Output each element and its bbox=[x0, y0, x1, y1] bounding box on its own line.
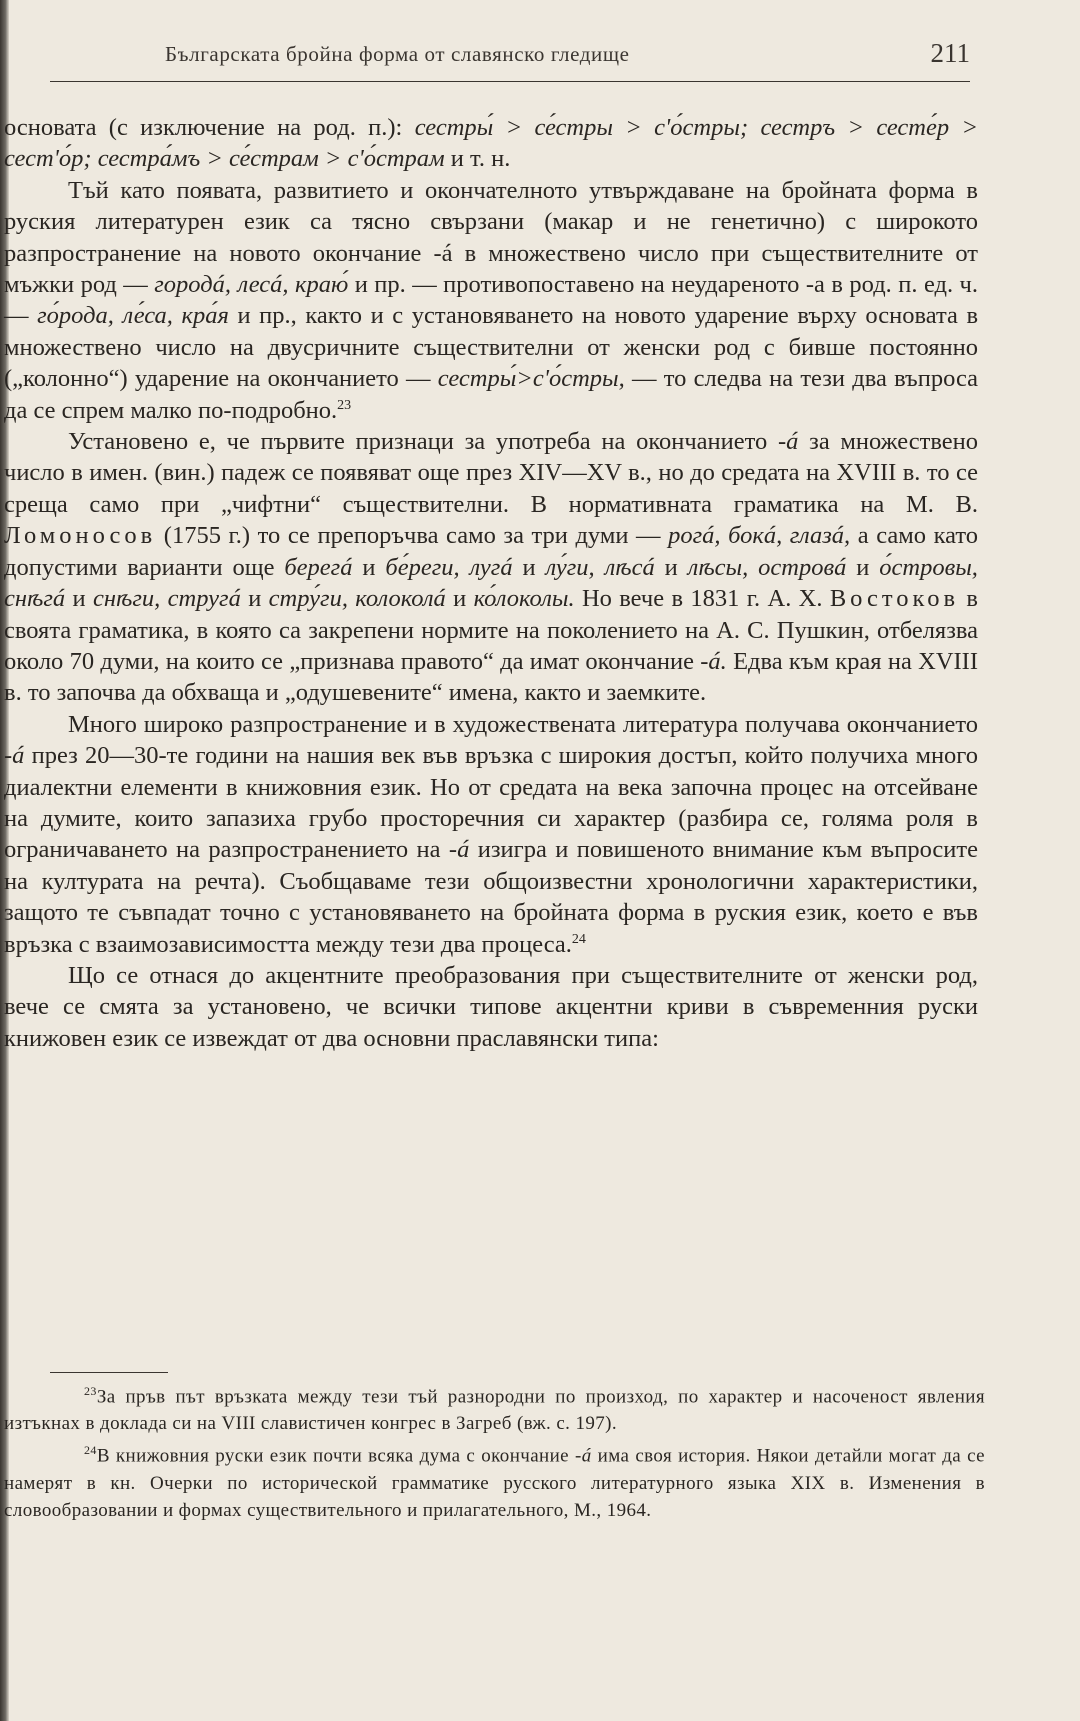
italic-text: снѣги, стругá bbox=[93, 585, 241, 613]
italic-text: лѣсы, островá bbox=[687, 553, 847, 581]
text-run: (1755 г.) то се препоръчва само за три думи — bbox=[156, 522, 669, 550]
footnote-ref: 24 bbox=[571, 931, 586, 947]
text-run: и bbox=[512, 553, 546, 581]
text-run: Много широко разпространение и в художествената литература получава окончанието bbox=[68, 710, 978, 738]
text-run: и т. н. bbox=[444, 145, 511, 173]
spaced-name: Востоков bbox=[829, 585, 960, 613]
italic-text: -á bbox=[4, 742, 25, 770]
text-run: и bbox=[846, 553, 880, 581]
text-run: Що се отнася до акцентните преобразования при съществителните от женски род, вече се смята за установено, че всички типове акцентни криви в съвременния руски книжовен език се извеждат от два основни праславянски типа: bbox=[4, 961, 978, 1052]
italic-text: стру́ги, колоколá bbox=[268, 585, 446, 613]
paragraph bbox=[0, 709, 978, 960]
text-run: Едва към края на XVIII в. то започва да обхваща и „одушевените“ имена, както и заемките. bbox=[4, 647, 978, 707]
paragraph bbox=[0, 960, 978, 1054]
text-run: в своята граматика, в която са закрепени нормите на поколението на А. С. Пушкин, отбелязва около 70 думи, на които се „признава правото“ да имат окончание bbox=[4, 585, 978, 675]
text-run: За пръв път връзката между тези тъй разнородни по произход, по характер и насоченост явления изтъкнах в доклада си на VIII славистичен конгрес в Загреб (вж. с. 197). bbox=[4, 1386, 985, 1435]
italic-text: -á bbox=[575, 1445, 592, 1467]
body-text bbox=[0, 112, 978, 1054]
text-run: има своя история. Някои детайли могат да се намерят в кн. Очерки по исторической грамматике русского литературного языка XIX в. Изменения в словообразовании и формах существительного и прилагательного, М., 1964. bbox=[4, 1445, 985, 1521]
italic-text: -á bbox=[778, 428, 799, 456]
running-title: Българската бройна форма от славянско гледище bbox=[165, 42, 630, 66]
footnote-ref: 23 bbox=[84, 1384, 97, 1398]
paragraph bbox=[0, 112, 978, 175]
italic-text: -á. bbox=[700, 647, 727, 675]
paragraph bbox=[0, 175, 978, 426]
italic-text: -á bbox=[448, 836, 470, 864]
text-run: Но вече в 1831 г. А. Х. bbox=[574, 585, 830, 613]
text-run: и bbox=[352, 553, 386, 581]
italic-text: сестры́>с'о́стры, bbox=[437, 365, 625, 393]
text-run: и bbox=[65, 585, 93, 613]
italic-text: ко́локолы. bbox=[473, 585, 575, 613]
italic-text: сестры́ > се́стры > с'о́стры; сестръ > сесте́р > сест'о́р; сестра́мъ > се́страм > с'о́страм bbox=[4, 114, 978, 173]
text-run: В книжовния руски език почти всяка дума с окончание bbox=[96, 1445, 576, 1467]
text-run: и пр., както и с установяването на новото ударение върху основата в множествено число на двусричните съществителни от женски род с бивше постоянно („колонно“) ударение на окончанието — bbox=[4, 302, 979, 393]
text-run: Тъй като появата, развитието и окончателното утвърждаване на бройната форма в руския литературен език са тясно свързани (макар и не генетично) с широкото разпространение на новото окончание -á в множествено число при съществителните от мъжки род — bbox=[4, 176, 978, 299]
footnotes bbox=[0, 1378, 985, 1524]
italic-text: о́стровы, снѣгá bbox=[4, 553, 978, 613]
text-run: а само като допустими варианти още bbox=[4, 522, 978, 581]
footnote-ref: 23 bbox=[337, 397, 352, 413]
text-run: Установено е, че първите признаци за употреба на окончанието bbox=[68, 428, 778, 456]
text-run: и bbox=[240, 585, 269, 613]
text-run: основата (с изключение на род. п.): bbox=[4, 114, 415, 141]
text-run: и bbox=[654, 553, 688, 581]
text-run: през 20—30-те години на нашия век във връзка с широкия достъп, който получиха много диалектни елементи в книжовния език. Но от средата на века започна процес на отсейване на думите, които запазиха грубо просторечния си характер (разбира се, голяма роля в ограничаването на разпространението на bbox=[4, 742, 978, 864]
header-rule bbox=[50, 81, 970, 82]
footnote-separator bbox=[50, 1372, 168, 1373]
footnote bbox=[0, 1437, 985, 1523]
footnote bbox=[0, 1378, 985, 1437]
text-run: и пр. — противопоставено на неудареното -а в род. п. ед. ч. — bbox=[4, 271, 978, 330]
paragraph bbox=[0, 426, 978, 709]
running-header bbox=[165, 38, 970, 78]
italic-text: го́рода, ле́са, кра́я bbox=[37, 302, 229, 330]
italic-text: лу́ги, лѣсá bbox=[545, 553, 655, 581]
text-run: изигра и повишеното внимание към въпросите на културата на речта). Съобщаваме тези общоизвестни хронологични характеристики, защото те съвпадат точно с установяването на бройната форма в руския език, което е във връзка с взаимозависимостта между тези два процеса. bbox=[4, 836, 978, 958]
page-number: 211 bbox=[930, 38, 970, 68]
footnote-ref: 24 bbox=[84, 1443, 97, 1458]
italic-text: берегá bbox=[284, 553, 353, 581]
text-run: — то следва на тези два въпроса да се спрем малко по-подробно. bbox=[4, 365, 978, 424]
italic-text: городá, лесá, краю́ bbox=[154, 271, 349, 299]
spaced-name: Ломоносов bbox=[4, 522, 157, 550]
italic-text: бе́реги, лугá bbox=[385, 553, 513, 581]
text-run: за множествено число в имен. (вин.) падеж се появяват още през XIV—XV в., но до средата на XVIII в. то се среща само при „чифтни“ съществителни. В нормативната граматика на М. В. bbox=[4, 428, 978, 518]
text-run: и bbox=[445, 585, 474, 613]
italic-text: рогá, бокá, глазá, bbox=[668, 522, 851, 550]
